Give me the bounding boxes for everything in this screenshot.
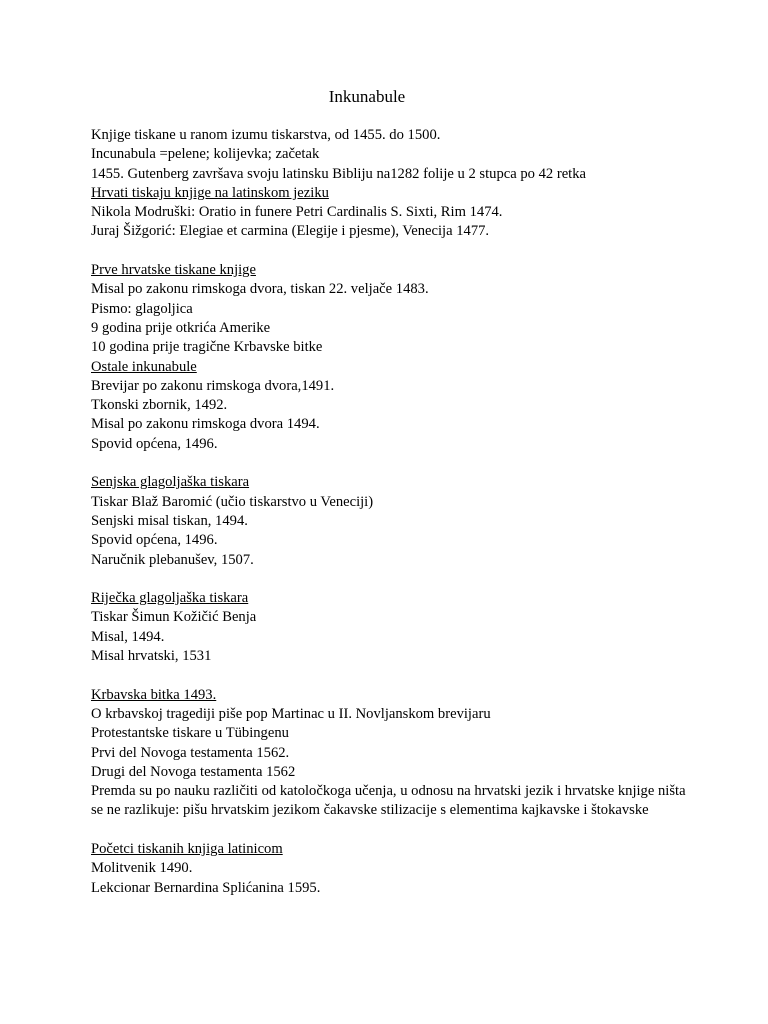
section-heading-krbava-battle: Krbavska bitka 1493. [91,686,217,703]
intro-line: Incunabula =pelene; kolijevka; začetak [91,146,320,163]
section-line: Prvi del Novoga testamenta 1562. [91,744,290,761]
section-line: Misal po zakonu rimskoga dvora, tiskan 22. veljače 1483. [91,281,429,298]
document-body [91,126,691,898]
section-line: Spovid općena, 1496. [91,532,218,549]
paragraph-spacer [91,570,691,589]
section-heading-other-incunabula: Ostale inkunabule [91,358,197,375]
paragraph-spacer [91,821,691,840]
section-line: Misal hrvatski, 1531 [91,648,212,665]
section-line: Naručnik plebanušev, 1507. [91,551,254,568]
intro-line: Knjige tiskane u ranom izumu tiskarstva, od 1455. do 1500. [91,127,441,143]
section-line: Tkonski zbornik, 1492. [91,397,228,414]
paragraph-spacer [91,454,691,473]
section-line: Misal, 1494. [91,628,165,645]
section-line: Protestantske tiskare u Tübingenu [91,725,289,742]
section-heading-latin-script-books: Početci tiskanih knjiga latinicom [91,840,283,857]
section-line: O krbavskoj tragediji piše pop Martinac u II. Novljanskom brevijaru [91,705,491,722]
section-line: Tiskar Blaž Baromić (učio tiskarstvo u Veneciji) [91,493,374,510]
section-line: Brevijar po zakonu rimskoga dvora,1491. [91,377,335,394]
section-line: Nikola Modruški: Oratio in funere Petri Cardinalis S. Sixti, Rim 1474. [91,204,503,221]
section-line: Spovid općena, 1496. [91,435,218,452]
section-heading-latin-books: Hrvati tiskaju knjige na latinskom jeziku [91,184,329,201]
paragraph-spacer [91,666,691,685]
section-line: Lekcionar Bernardina Splićanina 1595. [91,879,321,896]
section-line: Pismo: glagoljica [91,300,193,317]
section-line: Misal po zakonu rimskoga dvora 1494. [91,416,320,433]
paragraph-spacer [91,242,691,261]
section-heading-senj-press: Senjska glagoljaška tiskara [91,474,250,491]
section-paragraph: Premda su po nauku različiti od katoločkoga učenja, u odnosu na hrvatski jezik i hrvatske knjige ništa se ne razlikuje: pišu hrvatskim jezikom čakavske stilizacije s elementima kajkavske i štokavske [91,783,686,819]
page-title: Inkunabule [328,87,406,106]
section-line: 9 godina prije otkrića Amerike [91,319,271,336]
section-heading-first-croatian-books: Prve hrvatske tiskane knjige [91,262,256,279]
section-line: Molitvenik 1490. [91,860,193,877]
section-line: Tiskar Šimun Kožičić Benja [91,609,257,626]
section-heading-rijeka-press: Riječka glagoljaška tiskara [91,590,249,607]
section-line: Juraj Šižgorić: Elegiae et carmina (Elegije i pjesme), Venecija 1477. [91,223,490,240]
intro-line: 1455. Gutenberg završava svoju latinsku Bibliju na1282 folije u 2 stupca po 42 retka [91,165,587,182]
section-line: 10 godina prije tragične Krbavske bitke [91,339,323,356]
section-line: Drugi del Novoga testamenta 1562 [91,763,296,780]
section-line: Senjski misal tiskan, 1494. [91,512,248,529]
